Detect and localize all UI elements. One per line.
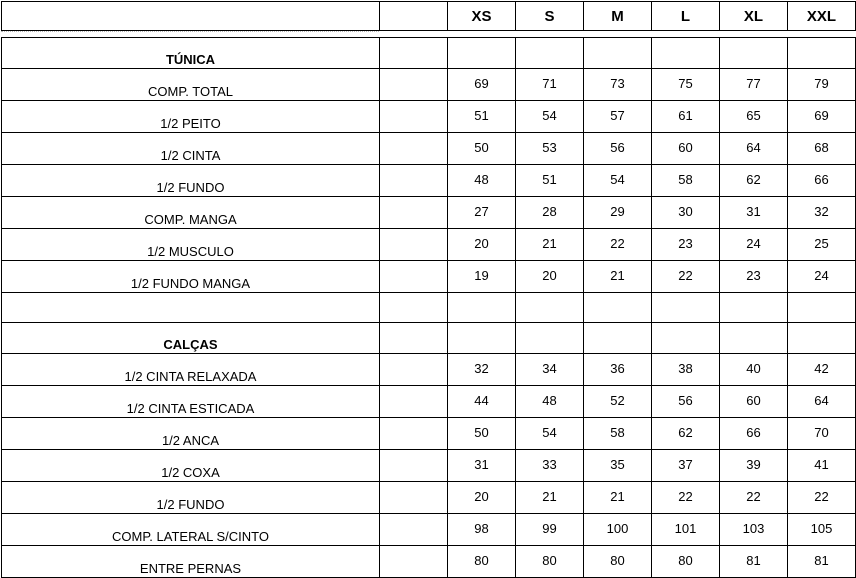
measurement-value-m: 21 bbox=[584, 261, 652, 293]
measurement-value-s: 34 bbox=[516, 354, 584, 386]
measurement-value-xxl: 81 bbox=[788, 546, 856, 578]
measurement-value-xxl: 32 bbox=[788, 197, 856, 229]
measurement-value-xl: 103 bbox=[720, 514, 788, 546]
measurement-value-xxl: 70 bbox=[788, 418, 856, 450]
measurement-value-m: 54 bbox=[584, 165, 652, 197]
measurement-row bbox=[2, 229, 856, 261]
size-header-s: S bbox=[516, 2, 584, 31]
measurement-value-xl: 64 bbox=[720, 133, 788, 165]
measurement-value-xxl: 68 bbox=[788, 133, 856, 165]
header-blank-column bbox=[380, 2, 448, 31]
section-empty-cell bbox=[720, 323, 788, 354]
measurement-value-m: 36 bbox=[584, 354, 652, 386]
header-gap-row bbox=[2, 31, 856, 38]
measurement-value-xl: 23 bbox=[720, 261, 788, 293]
section-empty-cell bbox=[584, 323, 652, 354]
blank-column-cell bbox=[380, 354, 448, 386]
measurement-value-xxl: 25 bbox=[788, 229, 856, 261]
spacer-cell bbox=[652, 293, 720, 323]
blank-column-cell bbox=[380, 133, 448, 165]
measurement-row bbox=[2, 165, 856, 197]
size-header-xxl: XXL bbox=[788, 2, 856, 31]
section-title: TÚNICA bbox=[2, 38, 380, 69]
measurement-value-m: 80 bbox=[584, 546, 652, 578]
measurement-value-s: 54 bbox=[516, 418, 584, 450]
spacer-cell bbox=[516, 293, 584, 323]
size-header-l: L bbox=[652, 2, 720, 31]
measurement-row bbox=[2, 386, 856, 418]
blank-column-cell bbox=[380, 546, 448, 578]
blank-column-cell bbox=[380, 386, 448, 418]
measurement-row bbox=[2, 450, 856, 482]
measurement-label: 1/2 FUNDO bbox=[2, 165, 380, 197]
measurement-value-xl: 60 bbox=[720, 386, 788, 418]
measurement-value-xs: 20 bbox=[448, 482, 516, 514]
measurement-value-l: 38 bbox=[652, 354, 720, 386]
measurement-value-xl: 39 bbox=[720, 450, 788, 482]
measurement-label: 1/2 ANCA bbox=[2, 418, 380, 450]
measurement-value-xl: 31 bbox=[720, 197, 788, 229]
measurement-row bbox=[2, 482, 856, 514]
blank-column-cell bbox=[380, 261, 448, 293]
measurement-label: 1/2 MUSCULO bbox=[2, 229, 380, 261]
measurement-value-m: 73 bbox=[584, 69, 652, 101]
measurement-value-l: 22 bbox=[652, 261, 720, 293]
size-chart-body bbox=[2, 2, 856, 578]
measurement-value-xs: 69 bbox=[448, 69, 516, 101]
measurement-value-s: 48 bbox=[516, 386, 584, 418]
section-empty-cell bbox=[652, 323, 720, 354]
measurement-value-l: 75 bbox=[652, 69, 720, 101]
measurement-label: COMP. TOTAL bbox=[2, 69, 380, 101]
measurement-value-xxl: 66 bbox=[788, 165, 856, 197]
measurement-value-xl: 65 bbox=[720, 101, 788, 133]
spacer-cell bbox=[448, 293, 516, 323]
measurement-value-xxl: 64 bbox=[788, 386, 856, 418]
blank-column-cell bbox=[380, 229, 448, 261]
measurement-value-xl: 66 bbox=[720, 418, 788, 450]
measurement-value-xxl: 24 bbox=[788, 261, 856, 293]
measurement-value-l: 30 bbox=[652, 197, 720, 229]
spacer-row bbox=[2, 293, 856, 323]
measurement-value-xs: 32 bbox=[448, 354, 516, 386]
spacer-cell bbox=[720, 293, 788, 323]
blank-column-cell bbox=[380, 482, 448, 514]
measurement-value-xl: 22 bbox=[720, 482, 788, 514]
measurement-value-xxl: 42 bbox=[788, 354, 856, 386]
measurement-value-l: 23 bbox=[652, 229, 720, 261]
blank-column-cell bbox=[380, 165, 448, 197]
measurement-value-xs: 50 bbox=[448, 418, 516, 450]
section-empty-cell bbox=[516, 323, 584, 354]
measurement-value-s: 99 bbox=[516, 514, 584, 546]
measurement-row bbox=[2, 197, 856, 229]
measurement-value-xs: 48 bbox=[448, 165, 516, 197]
measurement-row bbox=[2, 546, 856, 578]
measurement-label: 1/2 COXA bbox=[2, 450, 380, 482]
measurement-value-xs: 19 bbox=[448, 261, 516, 293]
section-empty-cell bbox=[516, 38, 584, 69]
measurement-value-xxl: 105 bbox=[788, 514, 856, 546]
section-empty-cell bbox=[584, 38, 652, 69]
measurement-row bbox=[2, 418, 856, 450]
measurement-value-xl: 62 bbox=[720, 165, 788, 197]
blank-column-cell bbox=[380, 197, 448, 229]
measurement-label: 1/2 CINTA RELAXADA bbox=[2, 354, 380, 386]
measurement-value-m: 56 bbox=[584, 133, 652, 165]
measurement-value-m: 52 bbox=[584, 386, 652, 418]
measurement-value-m: 57 bbox=[584, 101, 652, 133]
measurement-value-l: 61 bbox=[652, 101, 720, 133]
measurement-value-xs: 27 bbox=[448, 197, 516, 229]
measurement-label: 1/2 PEITO bbox=[2, 101, 380, 133]
section-empty-cell bbox=[448, 38, 516, 69]
section-empty-cell bbox=[788, 38, 856, 69]
blank-column-cell bbox=[380, 101, 448, 133]
measurement-value-xl: 24 bbox=[720, 229, 788, 261]
measurement-row bbox=[2, 69, 856, 101]
measurement-value-xs: 31 bbox=[448, 450, 516, 482]
measurement-value-m: 22 bbox=[584, 229, 652, 261]
section-empty-cell bbox=[788, 323, 856, 354]
header-blank-label bbox=[2, 2, 380, 31]
measurement-label: ENTRE PERNAS bbox=[2, 546, 380, 578]
measurement-row bbox=[2, 354, 856, 386]
measurement-value-xxl: 79 bbox=[788, 69, 856, 101]
measurement-value-m: 29 bbox=[584, 197, 652, 229]
section-title-row bbox=[2, 38, 856, 69]
measurement-value-l: 56 bbox=[652, 386, 720, 418]
measurement-value-s: 71 bbox=[516, 69, 584, 101]
spacer-cell bbox=[584, 293, 652, 323]
measurement-row bbox=[2, 133, 856, 165]
section-empty-cell bbox=[380, 323, 448, 354]
measurement-value-s: 33 bbox=[516, 450, 584, 482]
measurement-value-m: 35 bbox=[584, 450, 652, 482]
blank-column-cell bbox=[380, 69, 448, 101]
measurement-value-xs: 80 bbox=[448, 546, 516, 578]
measurement-row bbox=[2, 261, 856, 293]
measurement-label: 1/2 FUNDO MANGA bbox=[2, 261, 380, 293]
measurement-value-xs: 51 bbox=[448, 101, 516, 133]
measurement-value-l: 58 bbox=[652, 165, 720, 197]
measurement-value-xs: 44 bbox=[448, 386, 516, 418]
measurement-value-m: 58 bbox=[584, 418, 652, 450]
measurement-value-xxl: 22 bbox=[788, 482, 856, 514]
measurement-row bbox=[2, 101, 856, 133]
measurement-value-s: 21 bbox=[516, 229, 584, 261]
blank-column-cell bbox=[380, 418, 448, 450]
measurement-label: 1/2 FUNDO bbox=[2, 482, 380, 514]
measurement-row bbox=[2, 514, 856, 546]
size-header-m: M bbox=[584, 2, 652, 31]
measurement-value-s: 20 bbox=[516, 261, 584, 293]
spacer-cell bbox=[788, 293, 856, 323]
measurement-value-s: 53 bbox=[516, 133, 584, 165]
section-empty-cell bbox=[448, 323, 516, 354]
measurement-value-s: 28 bbox=[516, 197, 584, 229]
size-header-xs: XS bbox=[448, 2, 516, 31]
measurement-value-m: 21 bbox=[584, 482, 652, 514]
measurement-value-xl: 77 bbox=[720, 69, 788, 101]
section-title-row bbox=[2, 323, 856, 354]
measurement-value-s: 54 bbox=[516, 101, 584, 133]
measurement-value-l: 37 bbox=[652, 450, 720, 482]
size-header-xl: XL bbox=[720, 2, 788, 31]
measurement-value-s: 21 bbox=[516, 482, 584, 514]
measurement-value-l: 60 bbox=[652, 133, 720, 165]
size-header-row bbox=[2, 2, 856, 31]
section-empty-cell bbox=[720, 38, 788, 69]
measurement-value-l: 101 bbox=[652, 514, 720, 546]
measurement-label: 1/2 CINTA ESTICADA bbox=[2, 386, 380, 418]
size-chart-table bbox=[1, 1, 856, 578]
measurement-value-l: 62 bbox=[652, 418, 720, 450]
measurement-label: 1/2 CINTA bbox=[2, 133, 380, 165]
measurement-value-s: 80 bbox=[516, 546, 584, 578]
measurement-value-xl: 81 bbox=[720, 546, 788, 578]
measurement-value-s: 51 bbox=[516, 165, 584, 197]
measurement-value-l: 22 bbox=[652, 482, 720, 514]
blank-column-cell bbox=[380, 514, 448, 546]
blank-column-cell bbox=[380, 450, 448, 482]
measurement-value-l: 80 bbox=[652, 546, 720, 578]
spacer-cell bbox=[380, 293, 448, 323]
measurement-value-xs: 98 bbox=[448, 514, 516, 546]
section-empty-cell bbox=[380, 38, 448, 69]
measurement-value-xxl: 69 bbox=[788, 101, 856, 133]
measurement-value-m: 100 bbox=[584, 514, 652, 546]
measurement-value-xl: 40 bbox=[720, 354, 788, 386]
section-empty-cell bbox=[652, 38, 720, 69]
header-gap bbox=[2, 31, 856, 38]
measurement-value-xs: 50 bbox=[448, 133, 516, 165]
spacer-cell bbox=[2, 293, 380, 323]
section-title: CALÇAS bbox=[2, 323, 380, 354]
measurement-label: COMP. MANGA bbox=[2, 197, 380, 229]
measurement-value-xs: 20 bbox=[448, 229, 516, 261]
measurement-value-xxl: 41 bbox=[788, 450, 856, 482]
measurement-label: COMP. LATERAL S/CINTO bbox=[2, 514, 380, 546]
